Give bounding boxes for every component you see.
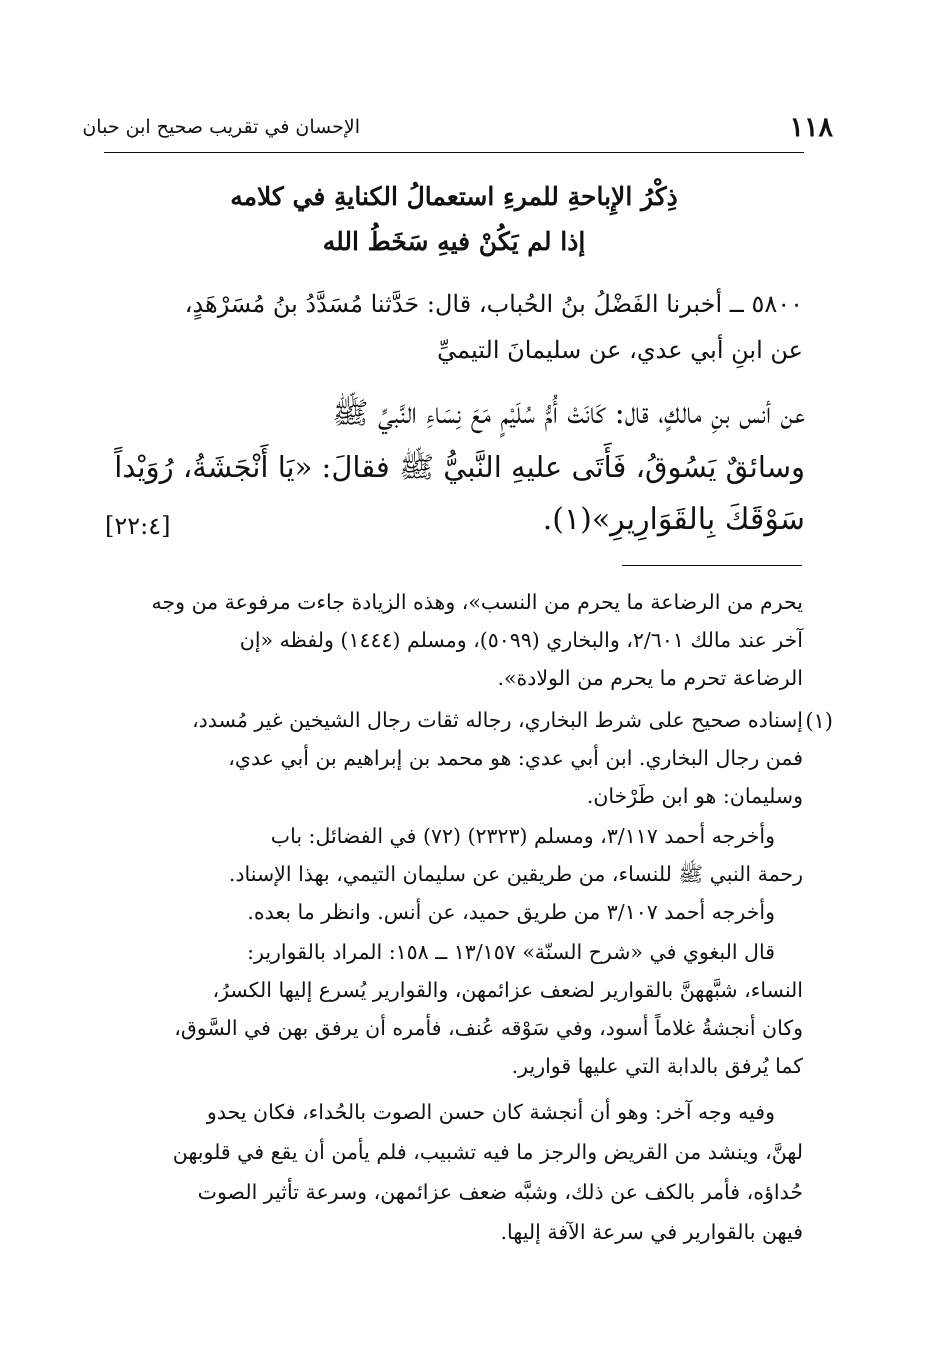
matn-line: عن أنس بنِ مالكٍ، قال: كَانَتْ أُمُّ سُلَيْمٍ مَعَ نِسَاءِ النَّبيِّ ﷺ: [332, 396, 805, 431]
header-divider: [104, 152, 804, 153]
footnote-line: وسليمان: هو ابن طَرْخان.: [586, 784, 803, 808]
chapter-title-line-2: إذا لم يَكُنْ فيهِ سَخَطُ الله: [322, 227, 586, 256]
matn-line: وسائقٌ يَسُوقُ، فَأَتَى عليهِ النَّبيُّ ﷺ فقالَ: «يَا أَنْجَشَةُ، رُوَيْداً: [114, 450, 805, 484]
footnote-line: قال البغوي في «شرح السنّة» ١٣/١٥٧ ــ ١٥٨: المراد بالقوارير:: [247, 940, 775, 964]
footnote-line: آخر عند مالك ٢/٦٠١، والبخاري (٥٠٩٩)، ومسلم (١٤٤٤) ولفظه «إن: [239, 628, 803, 652]
footnote-line: وأخرجه أحمد ٣/١١٧، ومسلم (٢٣٢٣) (٧٢) في الفضائل: باب: [270, 824, 775, 848]
matn-line: سَوْقَكَ بِالقَوَارِيرِ»(١).: [542, 502, 805, 537]
footnote-line: كما يُرفق بالدابة التي عليها قوارير.: [511, 1054, 803, 1078]
footnote-line: يحرم من الرضاعة ما يحرم من النسب»، وهذه الزيادة جاءت مرفوعة من وجه: [151, 590, 803, 614]
page-number: ١١٨: [789, 112, 833, 143]
isnad-line: عن ابنِ أبي عدي، عن سليمانَ التيميِّ: [437, 336, 803, 364]
footnote-line: فمن رجال البخاري. ابن أبي عدي: هو محمد بن إبراهيم بن أبي عدي،: [228, 746, 803, 770]
chapter-title-line-1: ذِكْرُ الإِباحةِ للمرءِ استعمالُ الكنايةِ في كلامه: [230, 182, 678, 211]
isnad-line: ٥٨٠٠ ــ أخبرنا الفَضْلُ بنُ الحُباب، قال: حَدَّثنا مُسَدَّدُ بنُ مُسَرْهَدٍ،: [184, 290, 803, 318]
footnote-line: النساء، شبَّههنَّ بالقوارير لضعف عزائمهن، والقوارير يُسرع إليها الكسرُ،: [212, 978, 803, 1002]
running-header-title: الإحسان في تقريب صحيح ابن حبان: [82, 116, 360, 138]
footnote-line: وأخرجه أحمد ٣/١٠٧ من طريق حميد، عن أنس. وانظر ما بعده.: [247, 900, 775, 924]
footnote-line: وفيه وجه آخر: وهو أن أنجشة كان حسن الصوت بالحُداء، فكان يحدو: [206, 1100, 775, 1124]
footnote-marker: (١): [805, 709, 833, 733]
footnote-line: وكان أنجشةُ غلاماً أسود، وفي سَوْقه عُنف، فأمره أن يرفق بهن في السَّوق،: [174, 1016, 803, 1040]
footnote-line: الرضاعة تحرم ما يحرم من الولادة».: [497, 666, 803, 690]
footnote-line: رحمة النبي ﷺ للنساء، من طريقين عن سليمان التيمي، بهذا الإسناد.: [228, 862, 803, 886]
footnote-line: إسناده صحيح على شرط البخاري، رجاله ثقات رجال الشيخين غير مُسدد،: [192, 708, 803, 732]
footnote-line: لهنَّ، وينشد من القريض والرجز ما فيه تشبيب، فلم يأمن أن يقع في قلوبهن: [172, 1140, 803, 1164]
footnote-line: فيهن بالقوارير في سرعة الآفة إليها.: [500, 1220, 803, 1244]
footnote-line: حُداؤه، فأمر بالكف عن ذلك، وشبَّه ضعف عزائمهن، وسرعة تأثير الصوت: [197, 1180, 803, 1204]
volume-reference: [٢٢:٤]: [105, 512, 171, 540]
footnote-divider: [622, 565, 802, 566]
